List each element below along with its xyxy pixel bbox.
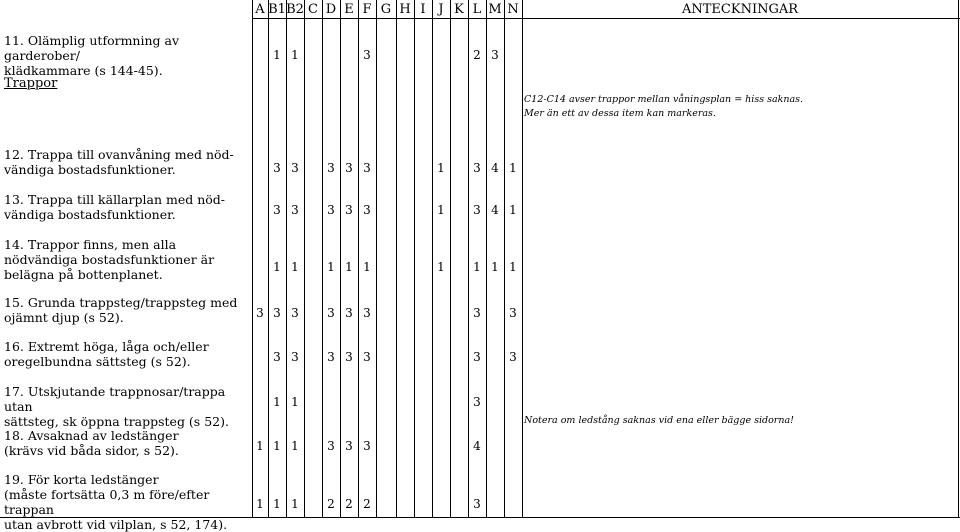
- cell-b1: 1: [273, 439, 281, 453]
- column-header-f: F: [362, 2, 372, 17]
- note-handrail-info: Notera om ledstång saknas vid ena eller bägge sidorna!: [524, 415, 794, 426]
- cell-b1: 3: [273, 203, 281, 217]
- cell-l: 3: [473, 497, 481, 511]
- column-header-i: I: [420, 2, 426, 17]
- cell-b2: 3: [291, 161, 299, 175]
- cell-l: 3: [473, 161, 481, 175]
- row-label: 18. Avsaknad av ledstänger (krävs vid båda sidor, s 52).: [4, 428, 179, 458]
- row-label: 19. För korta ledstänger (måste fortsätta 0,3 m före/efter trappan utan avbrott vid vilplan, s 52, 174).: [4, 472, 228, 532]
- column-header-h: H: [399, 2, 411, 17]
- cell-b1: 1: [273, 48, 281, 62]
- notes-column-header: ANTECKNINGAR: [681, 2, 799, 17]
- cell-n: 3: [509, 306, 517, 320]
- cell-b2: 3: [291, 350, 299, 364]
- cell-m: 4: [491, 161, 499, 175]
- cell-e: 3: [345, 350, 353, 364]
- cell-f: 3: [363, 48, 371, 62]
- cell-j: 1: [437, 203, 445, 217]
- cell-b2: 3: [291, 306, 299, 320]
- cell-l: 3: [473, 306, 481, 320]
- cell-b1: 1: [273, 260, 281, 274]
- cell-m: 1: [491, 260, 499, 274]
- cell-l: 3: [473, 203, 481, 217]
- cell-f: 3: [363, 306, 371, 320]
- cell-d: 3: [327, 350, 335, 364]
- cell-l: 1: [473, 260, 481, 274]
- column-header-k: K: [454, 2, 464, 17]
- row-label: 17. Utskjutande trappnosar/trappa utan sättsteg, sk öppna trappsteg (s 52).: [4, 384, 229, 429]
- cell-d: 3: [327, 203, 335, 217]
- cell-b1: 3: [273, 350, 281, 364]
- cell-f: 3: [363, 350, 371, 364]
- cell-l: 3: [473, 350, 481, 364]
- cell-l: 4: [473, 439, 481, 453]
- column-header-b2: B2: [286, 2, 304, 17]
- row-label: 14. Trappor finns, men alla nödvändiga bostadsfunktioner är belägna på bottenplanet.: [4, 237, 215, 282]
- cell-e: 3: [345, 306, 353, 320]
- cell-b1: 1: [273, 395, 281, 409]
- cell-f: 1: [363, 260, 371, 274]
- cell-f: 3: [363, 161, 371, 175]
- cell-b2: 3: [291, 203, 299, 217]
- cell-b2: 1: [291, 497, 299, 511]
- row-label: 13. Trappa till källarplan med nöd- vändiga bostadsfunktioner.: [4, 192, 225, 222]
- cell-n: 1: [509, 260, 517, 274]
- row-label: 15. Grunda trappsteg/trappsteg med ojämnt djup (s 52).: [4, 295, 238, 325]
- cell-b2: 1: [291, 439, 299, 453]
- cell-e: 1: [345, 260, 353, 274]
- cell-a: 3: [256, 306, 264, 320]
- column-header-e: E: [344, 2, 354, 17]
- cell-b2: 1: [291, 48, 299, 62]
- column-header-n: N: [507, 2, 519, 17]
- cell-n: 1: [509, 203, 517, 217]
- cell-d: 3: [327, 161, 335, 175]
- cell-a: 1: [256, 439, 264, 453]
- cell-f: 3: [363, 439, 371, 453]
- row-label: 16. Extremt höga, låga och/eller oregelbundna sättsteg (s 52).: [4, 339, 209, 369]
- cell-d: 3: [327, 439, 335, 453]
- column-header-l: L: [472, 2, 482, 17]
- cell-j: 1: [437, 161, 445, 175]
- cell-l: 3: [473, 395, 481, 409]
- cell-n: 3: [509, 350, 517, 364]
- cell-b1: 1: [273, 497, 281, 511]
- column-header-m: M: [488, 2, 502, 17]
- cell-n: 1: [509, 161, 517, 175]
- cell-e: 3: [345, 203, 353, 217]
- cell-b2: 1: [291, 260, 299, 274]
- cell-d: 3: [327, 306, 335, 320]
- cell-f: 3: [363, 203, 371, 217]
- column-header-g: G: [380, 2, 392, 17]
- note-stairs-info: C12-C14 avser trappor mellan våningsplan = hiss saknas. Mer än ett av dessa item kan markeras.: [524, 94, 804, 119]
- row-label: 11. Olämplig utformning av garderober/ klädkammare (s 144-45).: [4, 33, 180, 78]
- row-label: 12. Trappa till ovanvåning med nöd- vändiga bostadsfunktioner.: [4, 147, 234, 177]
- cell-b1: 3: [273, 306, 281, 320]
- section-title-stairs: Trappor: [4, 76, 58, 91]
- cell-e: 3: [345, 439, 353, 453]
- cell-e: 2: [345, 497, 353, 511]
- cell-m: 3: [491, 48, 499, 62]
- cell-a: 1: [256, 497, 264, 511]
- column-header-j: J: [438, 2, 444, 17]
- cell-l: 2: [473, 48, 481, 62]
- column-header-a: A: [255, 2, 265, 17]
- cell-f: 2: [363, 497, 371, 511]
- cell-e: 3: [345, 161, 353, 175]
- cell-j: 1: [437, 260, 445, 274]
- cell-d: 1: [327, 260, 335, 274]
- cell-b1: 3: [273, 161, 281, 175]
- column-header-d: D: [325, 2, 337, 17]
- cell-m: 4: [491, 203, 499, 217]
- column-header-b1: B1: [268, 2, 286, 17]
- column-header-c: C: [308, 2, 318, 17]
- cell-d: 2: [327, 497, 335, 511]
- cell-b2: 1: [291, 395, 299, 409]
